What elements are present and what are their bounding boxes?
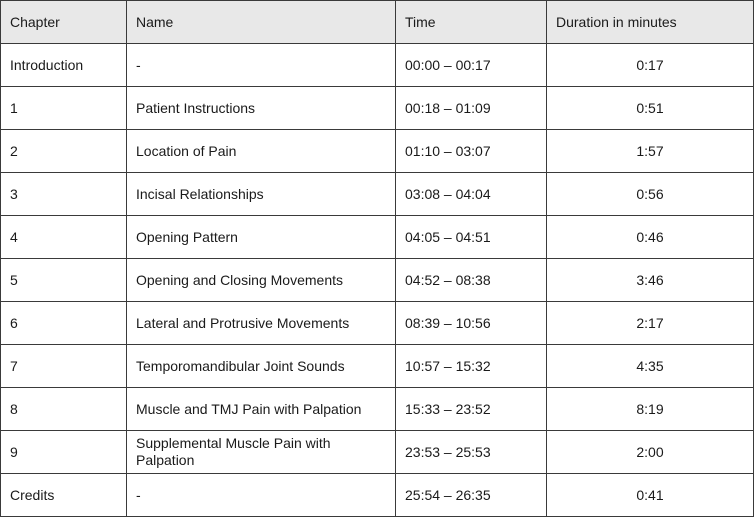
table-row: [1, 44, 754, 87]
cell-chapter: 9: [1, 431, 127, 474]
cell-duration: 0:56: [547, 173, 754, 216]
cell-duration: 2:17: [547, 302, 754, 345]
cell-chapter: 4: [1, 216, 127, 259]
cell-duration: 0:41: [547, 474, 754, 517]
cell-duration: 3:46: [547, 259, 754, 302]
cell-time: 00:18 – 01:09: [396, 87, 547, 130]
table-header: [1, 1, 754, 44]
header-duration: Duration in minutes: [547, 1, 754, 44]
cell-chapter: Introduction: [1, 44, 127, 87]
cell-time: 04:52 – 08:38: [396, 259, 547, 302]
cell-time: 03:08 – 04:04: [396, 173, 547, 216]
table-row: [1, 431, 754, 474]
cell-chapter: Credits: [1, 474, 127, 517]
cell-name: Patient Instructions: [127, 87, 396, 130]
cell-duration: 4:35: [547, 345, 754, 388]
cell-chapter: 6: [1, 302, 127, 345]
cell-name: -: [127, 44, 396, 87]
table-row: [1, 474, 754, 517]
table-row: [1, 302, 754, 345]
cell-name: Opening Pattern: [127, 216, 396, 259]
table-body: [1, 44, 754, 517]
header-name: Name: [127, 1, 396, 44]
cell-chapter: 2: [1, 130, 127, 173]
header-time: Time: [396, 1, 547, 44]
cell-duration: 8:19: [547, 388, 754, 431]
cell-duration: 1:57: [547, 130, 754, 173]
table-row: [1, 87, 754, 130]
cell-name: -: [127, 474, 396, 517]
table-row: [1, 345, 754, 388]
cell-time: 08:39 – 10:56: [396, 302, 547, 345]
header-row: [1, 1, 754, 44]
cell-time: 10:57 – 15:32: [396, 345, 547, 388]
cell-time: 04:05 – 04:51: [396, 216, 547, 259]
cell-chapter: 8: [1, 388, 127, 431]
cell-time: 15:33 – 23:52: [396, 388, 547, 431]
cell-time: 00:00 – 00:17: [396, 44, 547, 87]
table-row: [1, 259, 754, 302]
table-row: [1, 388, 754, 431]
cell-name: Incisal Relationships: [127, 173, 396, 216]
cell-chapter: 7: [1, 345, 127, 388]
cell-duration: 0:51: [547, 87, 754, 130]
cell-chapter: 1: [1, 87, 127, 130]
header-chapter: Chapter: [1, 1, 127, 44]
cell-chapter: 5: [1, 259, 127, 302]
table-row: [1, 216, 754, 259]
cell-name: Muscle and TMJ Pain with Palpation: [127, 388, 396, 431]
cell-duration: 0:17: [547, 44, 754, 87]
cell-duration: 2:00: [547, 431, 754, 474]
cell-time: 23:53 – 25:53: [396, 431, 547, 474]
cell-name: Temporomandibular Joint Sounds: [127, 345, 396, 388]
cell-duration: 0:46: [547, 216, 754, 259]
cell-chapter: 3: [1, 173, 127, 216]
cell-name: Location of Pain: [127, 130, 396, 173]
cell-name: Opening and Closing Movements: [127, 259, 396, 302]
table-row: [1, 173, 754, 216]
cell-time: 01:10 – 03:07: [396, 130, 547, 173]
cell-name: Lateral and Protrusive Movements: [127, 302, 396, 345]
cell-time: 25:54 – 26:35: [396, 474, 547, 517]
cell-name: Supplemental Muscle Pain with Palpation: [127, 431, 396, 474]
table-row: [1, 130, 754, 173]
